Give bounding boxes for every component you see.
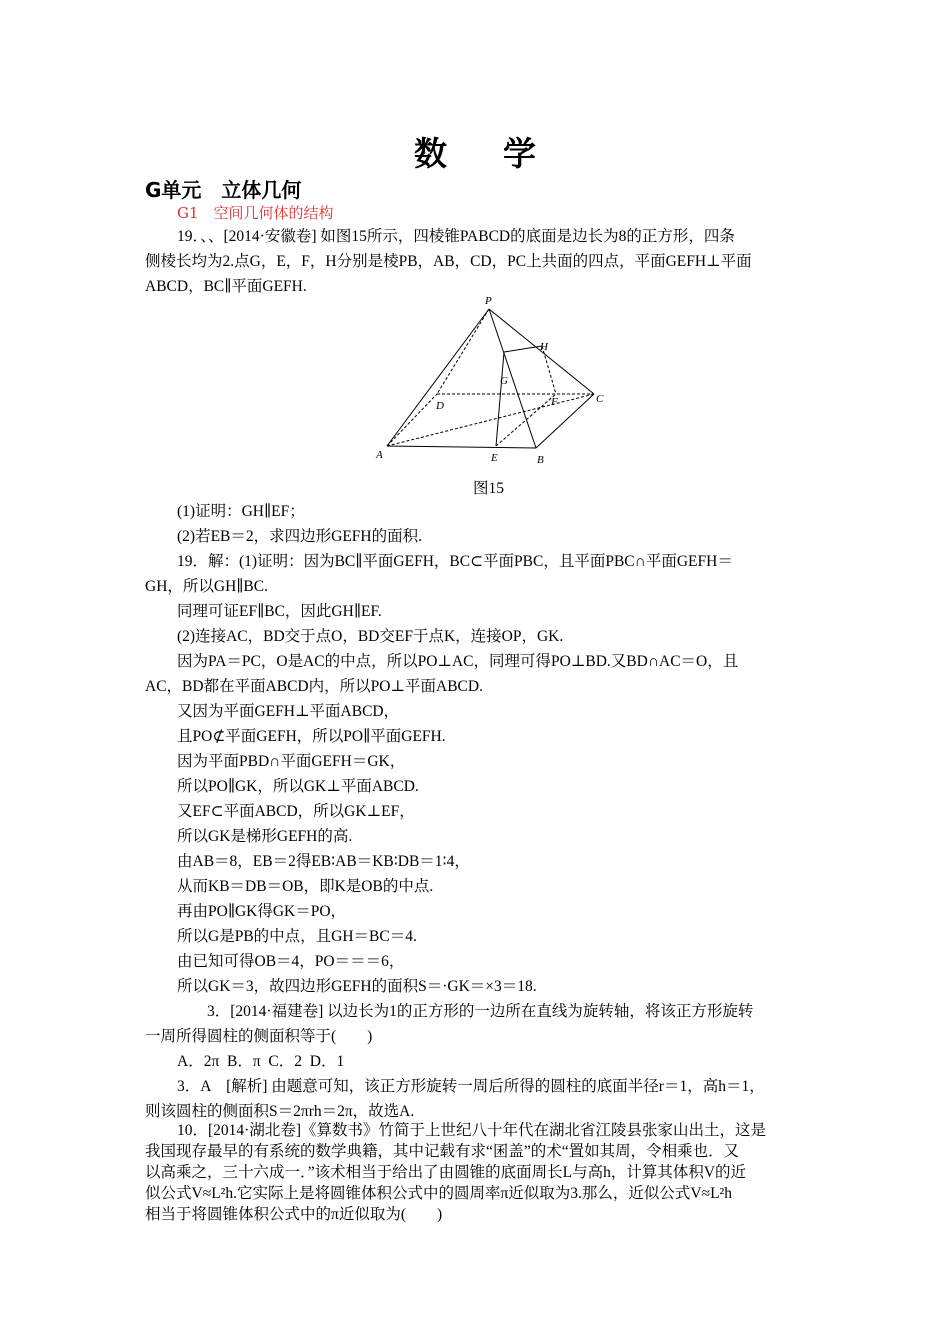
label-A: A bbox=[376, 449, 383, 461]
solution19-line-2: GH，所以GH∥BC. bbox=[145, 578, 268, 595]
question-1: (1)证明：GH∥EF； bbox=[177, 503, 305, 520]
problem3-line-1: 3．[2014·福建卷] 以边长为1的正方形的一边所在直线为旋转轴，将该正方形旋转 bbox=[207, 1003, 754, 1020]
label-C: C bbox=[596, 393, 604, 405]
edge-AB bbox=[387, 446, 536, 448]
label-D: D bbox=[436, 400, 444, 412]
solution19-line-14: 从而KB＝DB＝OB，即K是OB的中点. bbox=[177, 878, 434, 895]
edge-PB bbox=[489, 309, 536, 448]
unit-heading: G单元 立体几何 bbox=[145, 178, 302, 202]
problem10-line-1: 10．[2014·湖北卷]《算数书》竹简于上世纪八十年代在湖北省江陵县张家山出土，这是 bbox=[177, 1122, 766, 1139]
problem19-line-1: 19．、、[2014·安徽卷] 如图15所示，四棱锥PABCD的底面是边长为8的正方形，四条 bbox=[177, 228, 735, 245]
question-2: (2)若EB＝2，求四边形GEFH的面积. bbox=[177, 528, 422, 545]
solution19-line-9: 因为平面PBD∩平面GEFH＝GK， bbox=[177, 753, 406, 770]
section-heading: G1 空间几何体的结构 bbox=[177, 204, 334, 222]
solution19-line-6: AC，BD都在平面ABCD内，所以PO⊥平面ABCD. bbox=[145, 678, 483, 695]
pyramid-figure bbox=[370, 294, 620, 469]
solution19-line-18: 所以GK＝3，故四边形GEFH的面积S＝·GK＝×3＝18. bbox=[177, 978, 537, 995]
problem10-line-2: 我国现存最早的有系统的数学典籍，其中记载有求“囷盖”的术“置如其周，令相乘也．又 bbox=[145, 1143, 740, 1160]
problem3-line-2: 一周所得圆柱的侧面积等于( ) bbox=[145, 1028, 373, 1045]
title-char-1: 数 bbox=[414, 134, 447, 173]
solution19-line-12: 所以GK是梯形GEFH的高. bbox=[177, 828, 353, 845]
problem19-line-2: 侧棱长均为2.点G，E，F，H分别是棱PB，AB，CD，PC上共面的四点，平面GEFH⊥平面 bbox=[145, 253, 752, 270]
edge-PD bbox=[437, 309, 489, 394]
label-G: G bbox=[500, 375, 508, 387]
diagonal-AC bbox=[387, 394, 594, 446]
solution19-line-4: (2)连接AC，BD交于点O，BD交EF于点K，连接OP，GK. bbox=[177, 628, 564, 645]
edge-BC bbox=[536, 394, 594, 448]
solution19-line-8: 且PO⊄平面GEFH，所以PO∥平面GEFH. bbox=[177, 728, 446, 745]
edge-AD bbox=[387, 394, 437, 446]
label-F: F bbox=[551, 396, 558, 408]
label-P: P bbox=[485, 295, 492, 307]
problem3-options: A．2π B．π C．2 D．1 bbox=[177, 1053, 345, 1070]
problem10-line-4: 似公式V≈L²h.它实际上是将圆锥体积公式中的圆周率π近似取为3.那么，近似公式V≈L²h bbox=[145, 1185, 732, 1202]
title-char-2: 学 bbox=[503, 134, 536, 173]
edge-GH bbox=[504, 346, 542, 352]
solution19-line-7: 又因为平面GEFH⊥平面ABCD， bbox=[177, 703, 400, 720]
solution19-line-13: 由AB＝8，EB＝2得EB∶AB＝KB∶DB＝1∶4， bbox=[177, 853, 470, 870]
edge-PA bbox=[387, 309, 489, 446]
solution19-line-17: 由已知可得OB＝4，PO＝＝＝6， bbox=[177, 953, 405, 970]
problem10-line-3: 以高乘之，三十六成一．”该术相当于给出了由圆锥的底面周长L与高h，计算其体积V的近 bbox=[145, 1164, 747, 1181]
solution19-line-15: 再由PO∥GK得GK＝PO， bbox=[177, 903, 347, 920]
solution19-line-10: 所以PO∥GK，所以GK⊥平面ABCD. bbox=[177, 778, 419, 795]
solution3-line-2: 则该圆柱的侧面积S＝2πrh＝2π，故选A. bbox=[145, 1103, 415, 1120]
label-E: E bbox=[491, 452, 498, 464]
problem19-line-3: ABCD，BC∥平面GEFH. bbox=[145, 278, 307, 295]
figure-caption: 图15 bbox=[473, 480, 505, 497]
solution19-line-1: 19．解：(1)证明：因为BC∥平面GEFH，BC⊂平面PBC，且平面PBC∩平面GEFH＝ bbox=[177, 553, 733, 570]
edge-HF bbox=[542, 346, 556, 394]
label-B: B bbox=[537, 454, 544, 466]
solution19-line-5: 因为PA＝PC，O是AC的中点，所以PO⊥AC，同理可得PO⊥BD.又BD∩AC＝O，且 bbox=[177, 653, 739, 670]
problem10-line-5: 相当于将圆锥体积公式中的π近似取为( ) bbox=[145, 1206, 443, 1223]
page-title bbox=[0, 128, 950, 175]
solution19-line-11: 又EF⊂平面ABCD，所以GK⊥EF， bbox=[177, 803, 415, 820]
edge-GE bbox=[496, 352, 504, 446]
solution19-line-3: 同理可证EF∥BC，因此GH∥EF. bbox=[177, 603, 382, 620]
solution3-line-1: 3．A [解析] 由题意可知，该正方形旋转一周后所得的圆柱的底面半径r＝1，高h＝1， bbox=[177, 1078, 765, 1095]
solution19-line-16: 所以G是PB的中点，且GH＝BC＝4. bbox=[177, 928, 417, 945]
label-H: H bbox=[540, 341, 548, 353]
